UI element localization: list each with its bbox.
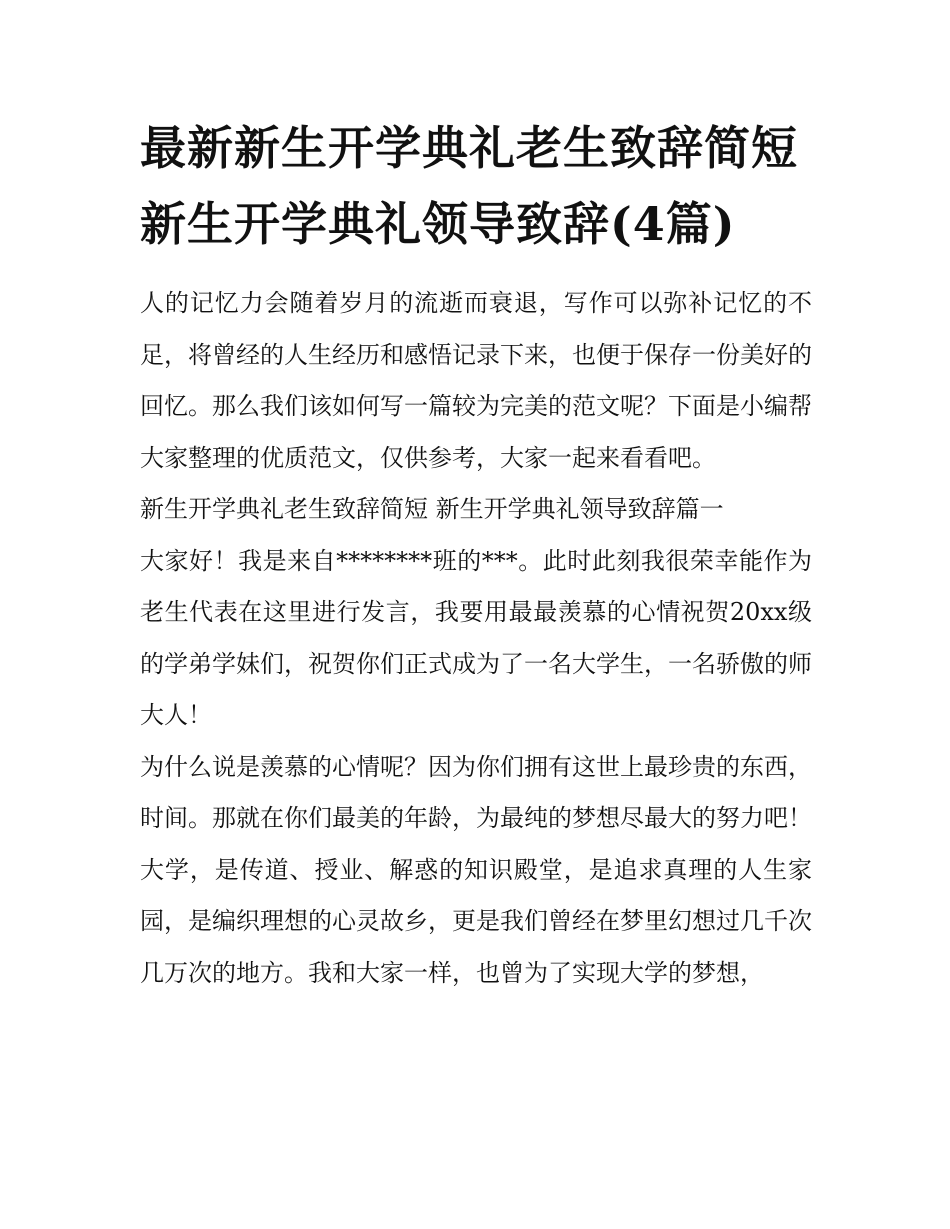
- section-heading: 新生开学典礼老生致辞简短 新生开学典礼领导致辞篇一: [140, 495, 724, 523]
- body-paragraph: 为什么说是羡慕的心情呢？因为你们拥有这世上最珍贵的东西，时间。那就在你们最美的年龄，为最纯的梦想尽最大的努力吧！: [140, 752, 812, 832]
- body-paragraph: 大家好！我是来自********班的***。此时此刻我很荣幸能作为老生代表在这里进行发言，我要用最最羡慕的心情祝贺20xx级的学弟学妹们，祝贺你们正式成为了一名大学生，一名骄傲的师大人！: [140, 546, 812, 729]
- intro-paragraph: 人的记忆力会随着岁月的流逝而衰退，写作可以弥补记忆的不足，将曾经的人生经历和感悟记录下来，也便于保存一份美好的回忆。那么我们该如何写一篇较为完美的范文呢？下面是小编帮大家整理的优质范文，仅供参考，大家一起来看看吧。: [140, 289, 812, 472]
- document-title: 最新新生开学典礼老生致辞简短 新生开学典礼领导致辞(4篇): [140, 121, 798, 251]
- document-page: [140, 110, 812, 999]
- body-paragraph: 大学，是传道、授业、解惑的知识殿堂，是追求真理的人生家园，是编织理想的心灵故乡，更是我们曾经在梦里幻想过几千次几万次的地方。我和大家一样，也曾为了实现大学的梦想，: [140, 855, 812, 987]
